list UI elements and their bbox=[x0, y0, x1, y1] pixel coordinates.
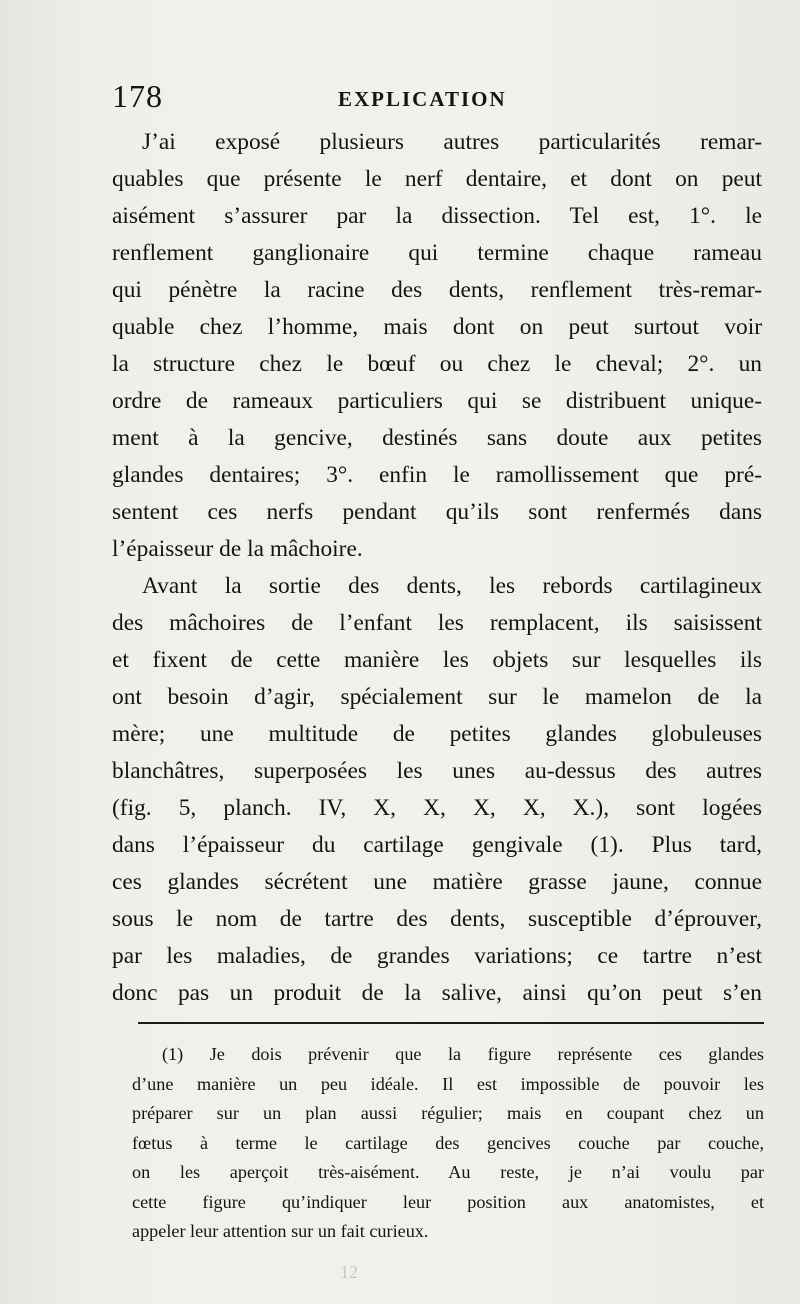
text-line: quable chez l’homme, mais dont on peut surtout voir bbox=[112, 314, 762, 340]
text-line: ordre de rameaux particuliers qui se distribuent unique- bbox=[112, 388, 762, 414]
footnote-divider bbox=[138, 1022, 764, 1024]
text-line: sentent ces nerfs pendant qu’ils sont renfermés dans bbox=[112, 499, 762, 525]
text-line: blanchâtres, superposées les unes au-dessus des autres bbox=[112, 758, 762, 784]
footnote-line: cette figure qu’indiquer leur position aux anatomistes, et bbox=[132, 1191, 764, 1212]
text-line: ces glandes sécrétent une matière grasse jaune, connue bbox=[112, 869, 762, 895]
text-line: ont besoin d’agir, spécialement sur le mamelon de la bbox=[112, 684, 762, 710]
text-line: Avant la sortie des dents, les rebords cartilagineux bbox=[142, 573, 762, 599]
text-line: ment à la gencive, destinés sans doute aux petites bbox=[112, 425, 762, 451]
text-line: aisément s’assurer par la dissection. Tel est, 1°. le bbox=[112, 203, 762, 229]
footnote bbox=[132, 1040, 764, 1247]
text-line: la structure chez le bœuf ou chez le cheval; 2°. un bbox=[112, 351, 762, 377]
text-line: donc pas un produit de la salive, ainsi qu’on peut s’en bbox=[112, 980, 762, 1006]
running-head: EXPLICATION bbox=[338, 87, 507, 111]
footnote-line: (1) Je dois prévenir que la figure représente ces glandes bbox=[162, 1044, 764, 1064]
text-line: mère; une multitude de petites glandes globuleuses bbox=[112, 721, 762, 747]
paragraph-1 bbox=[112, 124, 762, 568]
text-line: par les maladies, de grandes variations; ce tartre n’est bbox=[112, 943, 762, 969]
paragraph-2 bbox=[112, 568, 762, 1012]
footnote-line: appeler leur attention sur un fait curieux. bbox=[132, 1221, 429, 1241]
text-line: sous le nom de tartre des dents, susceptible d’éprouver, bbox=[112, 906, 762, 932]
page-header bbox=[112, 78, 762, 122]
text-line: glandes dentaires; 3°. enfin le ramollissement que pré- bbox=[112, 462, 762, 488]
text-line: J’ai exposé plusieurs autres particularités remar- bbox=[142, 129, 762, 155]
footnote-line: on les aperçoit très-aisément. Au reste, je n’ai voulu par bbox=[132, 1162, 764, 1182]
text-line: et fixent de cette manière les objets sur lesquelles ils bbox=[112, 647, 762, 673]
footnote-line: préparer sur un plan aussi régulier; mais en coupant chez un bbox=[132, 1103, 764, 1123]
text-line: des mâchoires de l’enfant les remplacent, ils saisissent bbox=[112, 610, 762, 636]
footnote-line: fœtus à terme le cartilage des gencives couche par couche, bbox=[132, 1132, 764, 1153]
text-line: qui pénètre la racine des dents, renflement très-remar- bbox=[112, 277, 762, 303]
text-line: renflement ganglionaire qui termine chaque rameau bbox=[112, 240, 762, 266]
page-number: 178 bbox=[112, 78, 163, 114]
signature-mark: 12 bbox=[340, 1262, 358, 1282]
text-line: dans l’épaisseur du cartilage gengivale (1). Plus tard, bbox=[112, 832, 762, 858]
text-line: (fig. 5, planch. IV, X, X, X, X, X.), sont logées bbox=[112, 795, 762, 821]
text-line: l’épaisseur de la mâchoire. bbox=[112, 536, 363, 562]
footnote-line: d’une manière un peu idéale. Il est impossible de pouvoir les bbox=[132, 1073, 764, 1094]
main-text bbox=[112, 124, 762, 1012]
text-line: quables que présente le nerf dentaire, et dont on peut bbox=[112, 166, 762, 192]
